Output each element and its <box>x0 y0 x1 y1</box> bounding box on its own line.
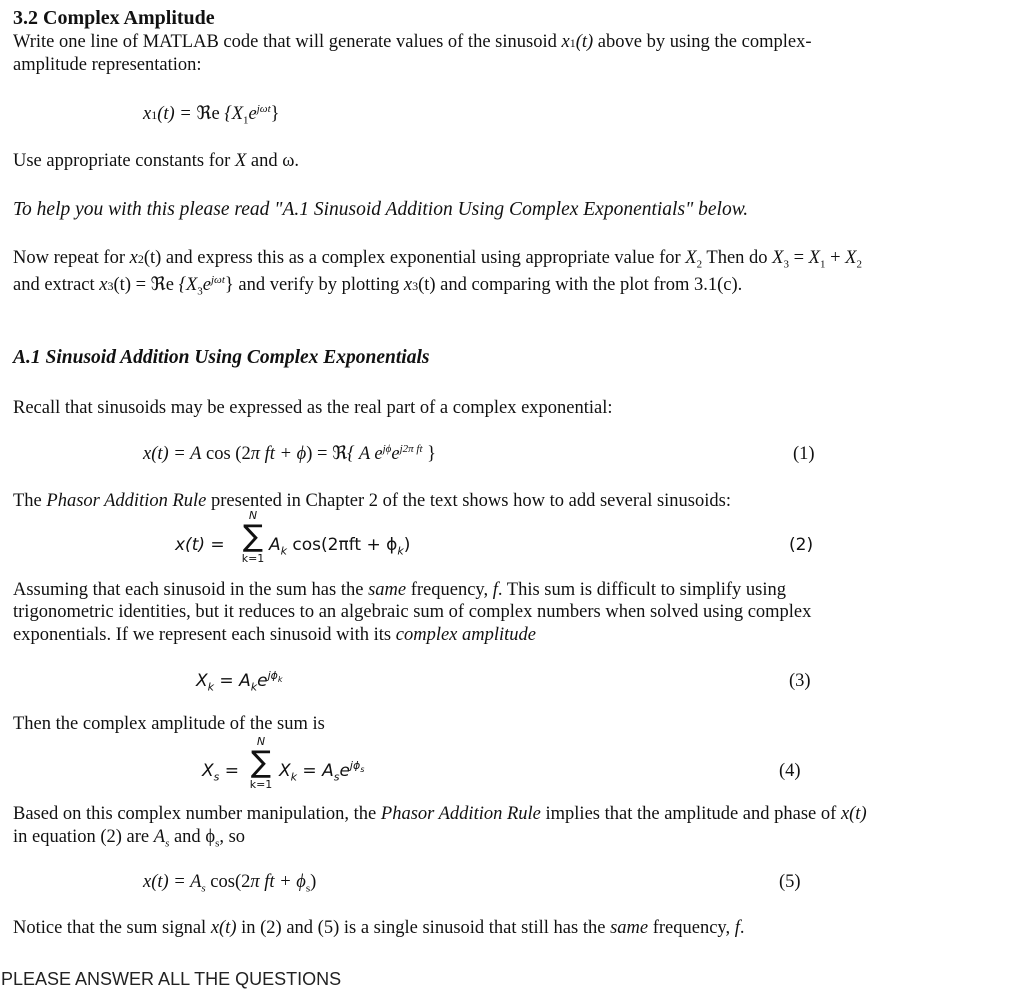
equation-1-number: (1) <box>793 444 815 464</box>
equation-5-number: (5) <box>779 872 801 892</box>
assume-line-2: trigonometric identities, but it reduces to an algebraic sum of complex numbers when solved using complex <box>13 602 812 622</box>
equation-3: $X_k = A_ke^{j\phi_k}$ <box>196 669 283 694</box>
equation-2-lhs: x(t) = <box>175 535 225 555</box>
then-line: Then the complex amplitude of the sum is <box>13 714 325 734</box>
equation-4-summation: N ∑ k=1 <box>249 735 273 791</box>
notice-line: Notice that the sum signal x(t) in (2) and (5) is a single sinusoid that still has the same frequency, f. <box>13 918 745 938</box>
equation-5: $x(t) = A_s$ cos(2π ft + $\phi_s$) <box>143 872 317 895</box>
equation-2-summation: N ∑ k=1 <box>241 509 265 565</box>
equation-4-lhs: $X_s$ = <box>202 761 240 784</box>
help-line: To help you with this please read "A.1 Sinusoid Addition Using Complex Exponentials" below. <box>13 199 749 220</box>
section-3-2-intro-line-1: Write one line of MATLAB code that will generate values of the sinusoid x1(t) above by using the complex- <box>13 32 812 52</box>
phasor-line: The Phasor Addition Rule presented in Chapter 2 of the text shows how to add several sinusoids: <box>13 491 731 511</box>
assume-line-1: Assuming that each sinusoid in the sum has the same frequency, f. This sum is difficult to simplify using <box>13 580 787 600</box>
equation-2-number: (2) <box>789 535 814 555</box>
equation-2-rhs: $A_k$ $\cos(2\pi ft + \phi_k)$ <box>269 535 411 558</box>
equation-1: x(t) = A cos (2π ft + ϕ) = ℜ{ A $e^{j\phi}e^{j2\pi ft}$ } <box>143 442 437 464</box>
section-3-2-title: 3.2 Complex Amplitude <box>13 7 215 29</box>
equation-4-rhs: $X_k = A_se^{j\phi_s}$ <box>279 759 365 784</box>
equation-x1: x1(t) = ℜe $\{X_1e^{j\omega t}\}$ <box>143 102 280 127</box>
section-a1-title: A.1 Sinusoid Addition Using Complex Exponentials <box>13 347 430 368</box>
repeat-line-2: and extract x3(t) = ℜe $\{X_3e^{j\omega t}\}$ and verify by plotting x3(t) and comparing with the plot from 3.1(c). <box>13 273 743 298</box>
repeat-line-1: Now repeat for x2(t) and express this as a complex exponential using appropriate value for $X_2$ Then do $X_3 = X_1 + X_2$ <box>13 248 862 271</box>
based-line-2: in equation (2) are $A_s$ and $\phi_s$, so <box>13 827 246 850</box>
equation-3-number: (3) <box>789 671 811 691</box>
constants-line: Use appropriate constants for X and ω. <box>13 151 300 171</box>
answer-all-questions-note: PLEASE ANSWER ALL THE QUESTIONS <box>1 969 342 989</box>
section-3-2-intro-line-2: amplitude representation: <box>13 55 202 75</box>
based-line-1: Based on this complex number manipulation, the Phasor Addition Rule implies that the amplitude and phase of x(t) <box>13 804 867 824</box>
assume-line-3: exponentials. If we represent each sinusoid with its complex amplitude <box>13 625 536 645</box>
recall-line: Recall that sinusoids may be expressed as the real part of a complex exponential: <box>13 398 613 418</box>
equation-4-number: (4) <box>779 761 801 781</box>
